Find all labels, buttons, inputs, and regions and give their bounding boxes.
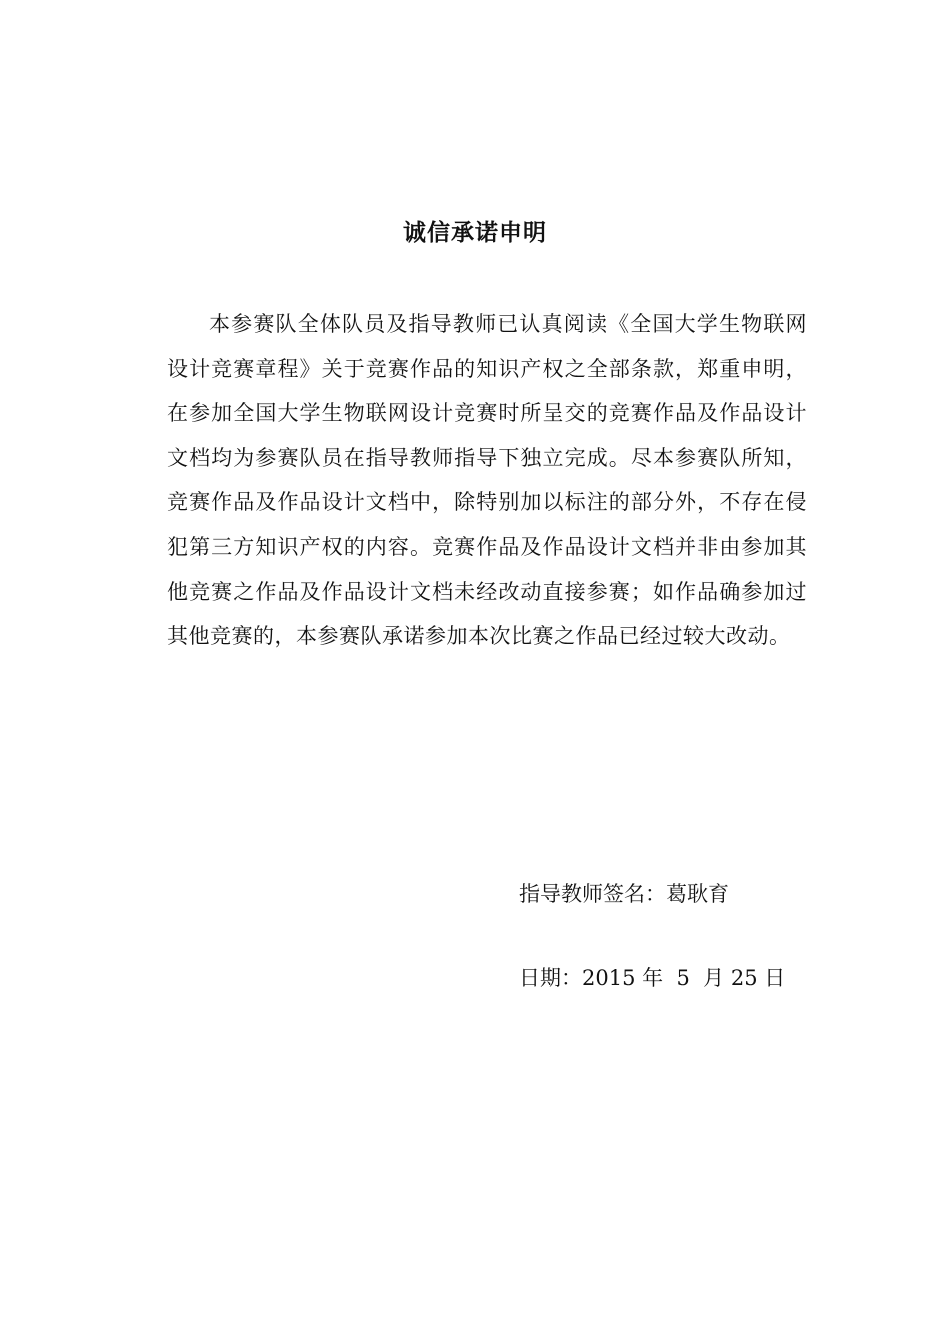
signature-line — [519, 878, 729, 908]
date-value: 2015 年 5 月 25 日 — [582, 966, 786, 990]
declaration-paragraph: 本参赛队全体队员及指导教师已认真阅读《全国大学生物联网设计竞赛章程》关于竞赛作品的知识产权之全部条款，郑重申明，在参加全国大学生物联网设计竞赛时所呈交的竞赛作品及作品设计文档均为参赛队员在指导教师指导下独立完成。尽本参赛队所知，竞赛作品及作品设计文档中，除特别加以标注的部分外，不存在侵犯第三方知识产权的内容。竞赛作品及作品设计文档并非由参加其他竞赛之作品及作品设计文档未经改动直接参赛；如作品确参加过其他竞赛的，本参赛队承诺参加本次比赛之作品已经过较大改动。 — [167, 312, 807, 649]
signature-label: 指导教师签名： — [519, 882, 666, 906]
date-line — [519, 962, 785, 992]
date-label: 日期： — [519, 966, 582, 990]
signature-name: 葛耿育 — [666, 882, 729, 906]
page-title: 诚信承诺申明 — [403, 220, 547, 246]
